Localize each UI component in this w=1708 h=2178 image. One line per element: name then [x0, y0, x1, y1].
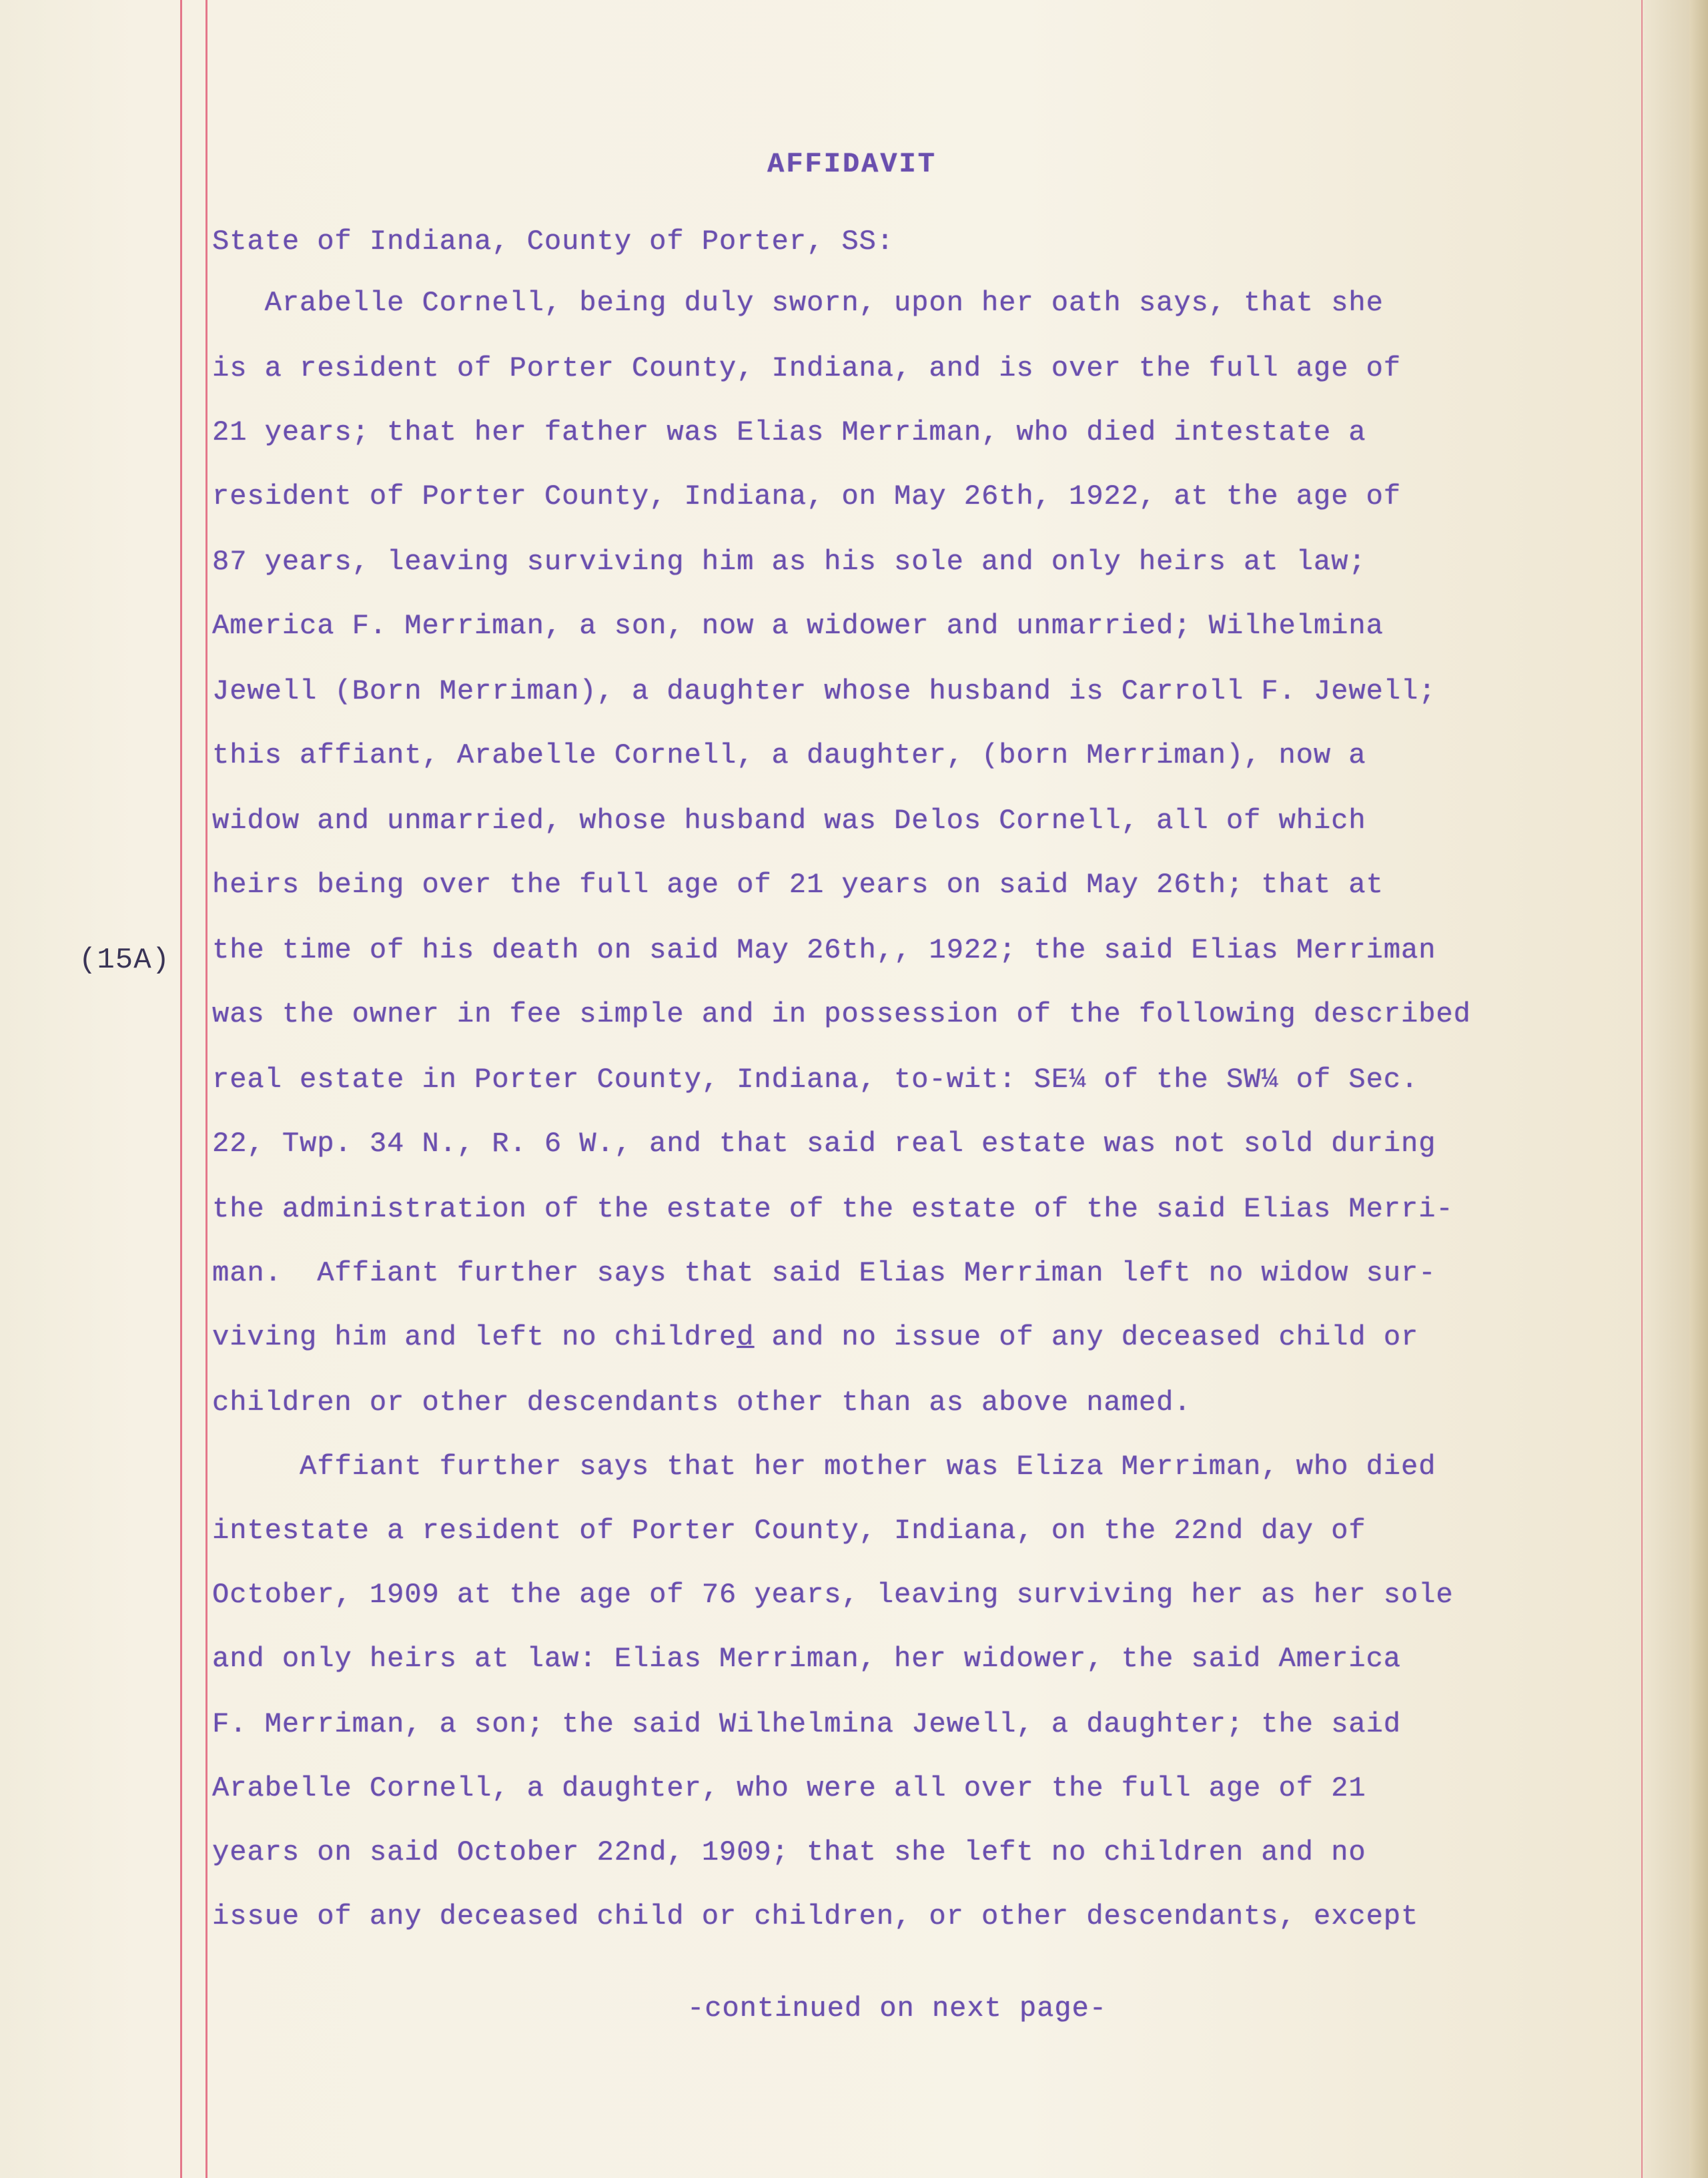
line-24: F. Merriman, a son; the said Wilhelmina Jewell, a daughter; the said — [212, 1708, 1401, 1740]
paper-edge — [1689, 0, 1708, 2178]
line-22: October, 1909 at the age of 76 years, leaving surviving her as her sole — [212, 1579, 1454, 1611]
line-25: Arabelle Cornell, a daughter, who were all over the full age of 21 — [212, 1772, 1366, 1804]
line-05: resident of Porter County, Indiana, on May 26th, 1922, at the age of — [212, 480, 1401, 512]
line-09: this affiant, Arabelle Cornell, a daughter, (born Merriman), now a — [212, 739, 1366, 771]
line-23: and only heirs at law: Elias Merriman, her widower, the said America — [212, 1643, 1401, 1675]
line-21: intestate a resident of Porter County, Indiana, on the 22nd day of — [212, 1515, 1366, 1547]
line-18: viving him and left no childred and no issue of any deceased child or — [212, 1321, 1419, 1353]
line-06: 87 years, leaving surviving him as his sole and only heirs at law; — [212, 546, 1366, 578]
line-14: real estate in Porter County, Indiana, to-wit: SE¼ of the SW¼ of Sec. — [212, 1064, 1419, 1096]
line-10: widow and unmarried, whose husband was Delos Cornell, all of which — [212, 805, 1366, 837]
line-08: Jewell (Born Merriman), a daughter whose husband is Carroll F. Jewell; — [212, 675, 1436, 707]
document-title: AFFIDAVIT — [767, 148, 937, 180]
line-26: years on said October 22nd, 1909; that she left no children and no — [212, 1836, 1366, 1868]
line-02: Arabelle Cornell, being duly sworn, upon her oath says, that she — [212, 287, 1384, 319]
line-15: 22, Twp. 34 N., R. 6 W., and that said real estate was not sold during — [212, 1128, 1436, 1160]
line-13: was the owner in fee simple and in possession of the following described — [212, 998, 1471, 1030]
line-07: America F. Merriman, a son, now a widower and unmarried; Wilhelmina — [212, 610, 1384, 642]
line-11: heirs being over the full age of 21 years on said May 26th; that at — [212, 869, 1384, 901]
margin-rule-right — [1641, 0, 1643, 2178]
line-01: State of Indiana, County of Porter, SS: — [212, 226, 894, 258]
line-17: man. Affiant further says that said Elias Merriman left no widow sur- — [212, 1257, 1436, 1289]
line-19: children or other descendants other than as above named. — [212, 1387, 1192, 1419]
underlined-letter: d — [737, 1321, 755, 1353]
line-20: Affiant further says that her mother was Eliza Merriman, who died — [212, 1451, 1436, 1483]
line-27: issue of any deceased child or children, or other descendants, except — [212, 1900, 1419, 1932]
margin-rule-left-outer — [180, 0, 182, 2178]
line-12: the time of his death on said May 26th,, 1922; the said Elias Merriman — [212, 934, 1436, 966]
continued-note: -continued on next page- — [687, 1992, 1107, 2025]
line-04: 21 years; that her father was Elias Merriman, who died intestate a — [212, 416, 1366, 448]
line-03: is a resident of Porter County, Indiana, and is over the full age of — [212, 352, 1401, 384]
line-16: the administration of the estate of the estate of the said Elias Merri- — [212, 1193, 1454, 1225]
margin-rule-left-inner — [205, 0, 207, 2178]
marginal-note: (15A) — [79, 944, 171, 977]
